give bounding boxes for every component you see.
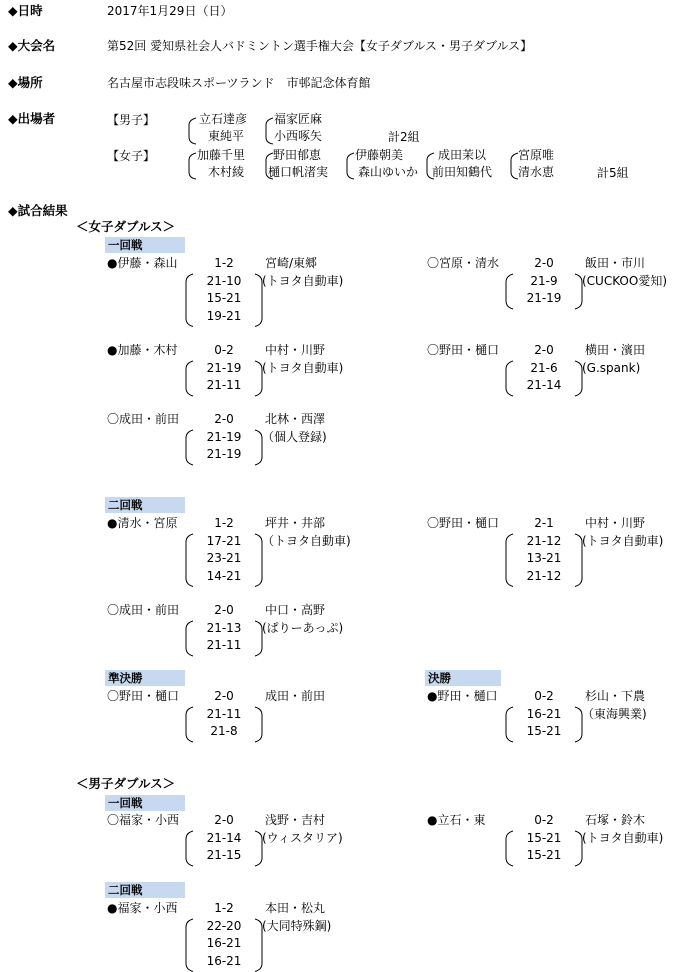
game-score: 13-21 — [517, 551, 571, 565]
opponent-name: 成田・前田 — [265, 689, 325, 703]
opponent-name: 宮崎/東郷 — [265, 256, 317, 270]
round-header-semifinal: 準決勝 — [105, 670, 185, 686]
women-tag: 【女子】 — [107, 149, 155, 163]
round-header-first: 一回戦 — [105, 795, 185, 811]
game-score: 15-21 — [517, 831, 571, 845]
opponent-club: （個人登録) — [262, 430, 327, 444]
game-score: 17-21 — [197, 534, 251, 548]
game-score: 21-11 — [197, 378, 251, 392]
game-score: 15-21 — [517, 848, 571, 862]
game-score: 21-12 — [517, 534, 571, 548]
entrant-name: 木村綾 — [208, 165, 244, 179]
team-name: 〇成田・前田 — [107, 603, 179, 617]
game-score: 21-19 — [517, 291, 571, 305]
womens-title: ＜女子ダブルス＞ — [76, 220, 175, 234]
venue-label: ◆場所 — [8, 76, 43, 90]
opponent-name: 杉山・下農 — [585, 689, 645, 703]
opponent-club: (トヨタ自動車) — [262, 274, 343, 288]
match-score: 2-0 — [204, 603, 244, 617]
team-name: 〇野田・樋口 — [427, 343, 499, 357]
game-score: 22-20 — [197, 919, 251, 933]
game-score: 16-21 — [197, 954, 251, 968]
game-score: 16-21 — [517, 707, 571, 721]
opponent-name: 中口・高野 — [265, 603, 325, 617]
bracket-left — [503, 273, 515, 310]
bracket-left — [183, 830, 195, 867]
mens-title: ＜男子ダブルス＞ — [76, 777, 175, 791]
bracket-left — [183, 620, 195, 657]
bracket-right — [573, 533, 585, 588]
venue-value: 名古屋市志段味スポーツランド 市邨記念体育館 — [107, 76, 371, 90]
entrant-name: 樋口帆渚実 — [268, 165, 328, 179]
team-name: 〇成田・前田 — [107, 412, 179, 426]
entrant-name: 加藤千里 — [197, 148, 245, 162]
opponent-name: 本田・松丸 — [265, 901, 325, 915]
team-name: 〇宮原・清水 — [427, 256, 499, 270]
match-score: 2-0 — [524, 256, 564, 270]
team-name: 〇福家・小西 — [107, 813, 179, 827]
game-score: 21-10 — [197, 274, 251, 288]
game-score: 21-14 — [197, 831, 251, 845]
team-name: 〇野田・樋口 — [107, 689, 179, 703]
game-score: 15-21 — [517, 724, 571, 738]
bracket-left — [183, 360, 195, 397]
match-score: 2-0 — [204, 412, 244, 426]
bracket-left — [503, 706, 515, 743]
entrants-label: ◆出場者 — [8, 112, 55, 126]
opponent-name: 横田・濱田 — [585, 343, 645, 357]
game-score: 19-21 — [197, 309, 251, 323]
bracket-right — [253, 360, 265, 397]
match-score: 2-0 — [524, 343, 564, 357]
opponent-name: 飯田・市川 — [585, 256, 645, 270]
entrant-name: 伊藤朝美 — [355, 148, 403, 162]
entrant-name: 清水恵 — [518, 165, 554, 179]
bracket-right — [253, 273, 265, 328]
game-score: 21-12 — [517, 569, 571, 583]
team-name: ●野田・樋口 — [427, 689, 497, 703]
bracket-right — [253, 429, 265, 466]
opponent-club: (トヨタ自動車) — [262, 361, 343, 375]
bracket-left — [503, 830, 515, 867]
match-score: 2-0 — [204, 689, 244, 703]
event-value: 第52回 愛知県社会人バドミントン選手権大会【女子ダブルス・男子ダブルス】 — [107, 39, 532, 53]
opponent-club: (ぱりーあっぷ) — [262, 621, 343, 635]
game-score: 16-21 — [197, 936, 251, 950]
entrant-name: 東純平 — [208, 129, 244, 143]
game-score: 21-13 — [197, 621, 251, 635]
bracket-right — [253, 706, 265, 743]
game-score: 21-11 — [197, 707, 251, 721]
opponent-club: (トヨタ自動車) — [582, 534, 663, 548]
match-score: 2-0 — [204, 813, 244, 827]
team-name: 〇野田・樋口 — [427, 516, 499, 530]
entrant-name: 前田知鶴代 — [432, 165, 492, 179]
bracket-right — [253, 830, 265, 867]
bracket-right — [253, 620, 265, 657]
game-score: 15-21 — [197, 291, 251, 305]
date-label: ◆日時 — [8, 4, 43, 18]
bracket-right — [573, 360, 585, 397]
game-score: 21-19 — [197, 430, 251, 444]
bracket-right — [253, 533, 265, 588]
event-label: ◆大会名 — [8, 39, 55, 53]
bracket-left — [183, 273, 195, 328]
opponent-name: 北林・西澤 — [265, 412, 325, 426]
round-header-second: 二回戦 — [105, 497, 185, 513]
game-score: 21-19 — [197, 447, 251, 461]
game-score: 21-6 — [517, 361, 571, 375]
team-name: ●清水・宮原 — [107, 516, 177, 530]
bracket-left — [183, 429, 195, 466]
men-total: 計2組 — [388, 130, 420, 144]
team-name: ●伊藤・森山 — [107, 256, 177, 270]
date-value: 2017年1月29日（日） — [107, 4, 232, 18]
opponent-club: (ウィスタリア) — [262, 831, 343, 845]
game-score: 21-9 — [517, 274, 571, 288]
game-score: 21-15 — [197, 848, 251, 862]
round-header-second: 二回戦 — [105, 882, 185, 898]
entrant-name: 福家匠麻 — [274, 112, 322, 126]
opponent-club: (CUCKOO愛知) — [582, 274, 667, 288]
opponent-club: （東海興業) — [582, 707, 647, 721]
game-score: 21-11 — [197, 638, 251, 652]
game-score: 14-21 — [197, 569, 251, 583]
match-score: 1-2 — [204, 516, 244, 530]
opponent-club: (大同特殊鋼) — [262, 919, 331, 933]
match-score: 0-2 — [524, 689, 564, 703]
bracket-right — [573, 830, 585, 867]
round-header-first: 一回戦 — [105, 237, 185, 253]
opponent-name: 中村・川野 — [265, 343, 325, 357]
match-score: 0-2 — [524, 813, 564, 827]
women-total: 計5組 — [597, 166, 629, 180]
game-score: 21-19 — [197, 361, 251, 375]
bracket-left — [183, 918, 195, 972]
bracket-left — [183, 533, 195, 588]
game-score: 21-14 — [517, 378, 571, 392]
opponent-club: （トヨタ自動車) — [262, 534, 351, 548]
bracket-right — [573, 273, 585, 310]
bracket-left — [503, 360, 515, 397]
opponent-club: (G.spank) — [582, 361, 640, 375]
results-label: ◆試合結果 — [8, 204, 68, 218]
match-score: 2-1 — [524, 516, 564, 530]
opponent-name: 石塚・鈴木 — [585, 813, 645, 827]
opponent-name: 浅野・吉村 — [265, 813, 325, 827]
bracket-left — [503, 533, 515, 588]
team-name: ●加藤・木村 — [107, 343, 177, 357]
game-score: 21-8 — [197, 724, 251, 738]
team-name: ●立石・東 — [427, 813, 485, 827]
entrant-name: 野田郁恵 — [273, 148, 321, 162]
entrant-bracket — [186, 117, 200, 145]
bracket-left — [183, 706, 195, 743]
opponent-club: (トヨタ自動車) — [582, 831, 663, 845]
match-score: 1-2 — [204, 901, 244, 915]
match-score: 0-2 — [204, 343, 244, 357]
entrant-name: 森山ゆいか — [358, 165, 418, 179]
round-header-final: 決勝 — [425, 670, 501, 686]
opponent-name: 中村・川野 — [585, 516, 645, 530]
bracket-right — [573, 706, 585, 743]
entrant-name: 立石達彦 — [199, 112, 247, 126]
men-tag: 【男子】 — [107, 113, 155, 127]
bracket-right — [253, 918, 265, 972]
entrant-name: 成田茉以 — [438, 148, 486, 162]
entrant-name: 小西啄矢 — [274, 129, 322, 143]
game-score: 23-21 — [197, 551, 251, 565]
entrant-name: 宮原唯 — [518, 148, 554, 162]
match-score: 1-2 — [204, 256, 244, 270]
opponent-name: 坪井・井部 — [265, 516, 325, 530]
team-name: ●福家・小西 — [107, 901, 177, 915]
